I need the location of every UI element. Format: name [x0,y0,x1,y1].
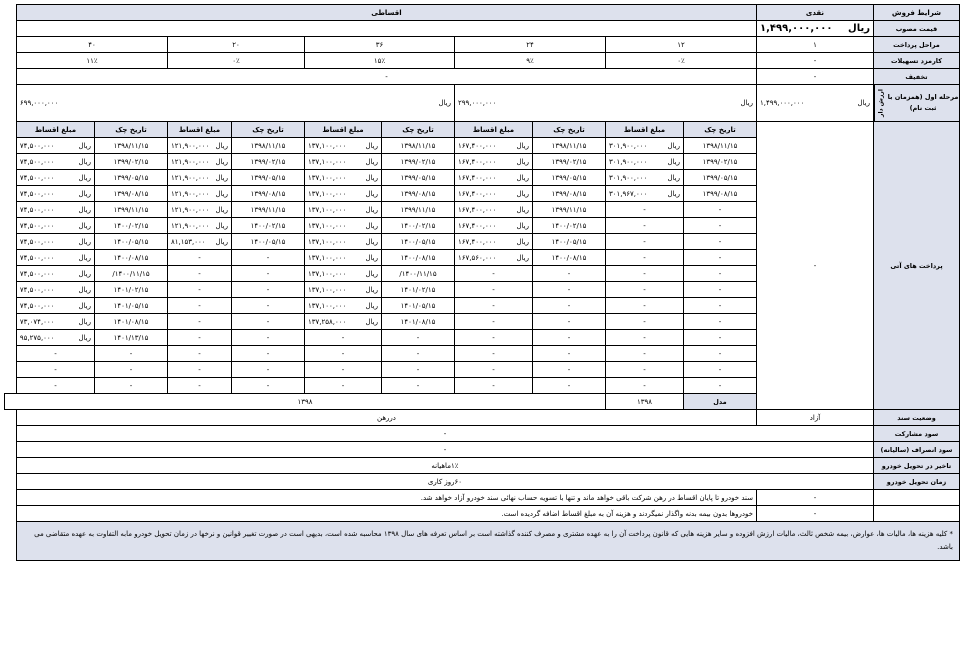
delivery-inst: ۶۰روز کاری [16,474,873,490]
installment-amount: ریال ۳۰۱,۹۰۰,۰۰۰ [606,154,684,170]
check-date: ۱۴۰۰/۰۵/۱۵ [232,234,305,250]
check-date: ۱۳۹۹/۰۲/۱۵ [95,154,168,170]
installment-amount: - [606,314,684,330]
installment-amount: - [606,250,684,266]
check-date: ۱۳۹۹/۰۸/۱۵ [684,186,757,202]
col-date-header: تاریخ چک [533,122,606,138]
partnership_profit-label: سود مشارکت [874,426,960,442]
installment-amount: ریال ۱۶۷,۴۰۰,۰۰۰ [455,138,533,154]
check-date: - [533,298,606,314]
installment-amount: - [606,202,684,218]
check-date: - [684,346,757,362]
check-date: ۱۳۹۹/۱۱/۱۵ [232,202,305,218]
installment-amount: - [455,314,533,330]
check-date: - [684,282,757,298]
installment-amount: ریال ۱۶۷,۴۰۰,۰۰۰ [455,186,533,202]
note-cash: - [757,506,874,522]
approved-price-value: ریال ۱,۴۹۹,۰۰۰,۰۰۰ [757,21,874,37]
check-date: - [232,298,305,314]
future-payments-cash: - [757,122,874,410]
installment-amount: ریال ۱۳۷,۲۵۸,۰۰۰ [305,314,382,330]
fee-label: کارمزد تسهیلات [874,53,960,69]
installment-amount: ریال ۱۶۷,۴۰۰,۰۰۰ [455,202,533,218]
check-date: ۱۴۰۰/۱۱/۱۵/ [95,266,168,282]
check-date: - [232,266,305,282]
check-date: - [684,330,757,346]
check-date: - [95,362,168,378]
check-date: ۱۳۹۹/۰۸/۱۵ [382,186,455,202]
check-date: - [684,218,757,234]
installment-amount: - [455,266,533,282]
check-date: - [382,330,455,346]
check-date: ۱۳۹۹/۰۲/۱۵ [533,154,606,170]
installment-amount: - [168,298,232,314]
installment-amount: ریال ۷۴,۵۰۰,۰۰۰ [16,250,94,266]
check-date: - [684,250,757,266]
installment-amount: ریال ۳۰۱,۹۰۰,۰۰۰ [606,170,684,186]
withdraw_profit-inst: - [16,442,873,458]
table-row [5,410,960,426]
installment-amount: ریال ۷۴,۵۰۰,۰۰۰ [16,170,94,186]
check-date: - [684,266,757,282]
doc_status-label: وضعیت سند [874,410,960,426]
check-date: ۱۳۹۹/۰۸/۱۵ [232,186,305,202]
installment-amount: ریال ۱۳۷,۱۰۰,۰۰۰ [305,202,382,218]
installment-amount: ریال ۹۵,۲۷۵,۰۰۰ [16,330,94,346]
check-date: - [684,234,757,250]
check-date: - [382,362,455,378]
table-row [5,426,960,442]
installment-amount: - [455,330,533,346]
installment-amount: ریال ۱۳۷,۱۰۰,۰۰۰ [305,234,382,250]
installment-amount: ریال ۸۱,۱۵۳,۰۰۰ [168,234,232,250]
installment-amount: ریال ۱۳۷,۱۰۰,۰۰۰ [305,170,382,186]
delivery-label: زمان تحویل خودرو [874,474,960,490]
note-row [5,506,960,522]
check-date: ۱۴۰۰/۱۱/۱۵/ [382,266,455,282]
check-date: - [533,330,606,346]
installment-amount: - [305,330,382,346]
installment-amount: ریال ۱۳۷,۱۰۰,۰۰۰ [305,218,382,234]
check-date: ۱۳۹۸/۱۱/۱۵ [684,138,757,154]
col-amount-header: مبلغ اقساط [455,122,533,138]
check-date: ۱۳۹۹/۰۵/۱۵ [533,170,606,186]
installment-amount: - [455,282,533,298]
payment-stage-4: ۴۰ [16,37,167,53]
check-date: ۱۴۰۰/۰۲/۱۵ [533,218,606,234]
installment-amount: - [606,378,684,394]
installment-amount: - [16,362,94,378]
installment-amount: - [168,266,232,282]
installment-amount: ریال ۱۳۷,۱۰۰,۰۰۰ [305,154,382,170]
check-date: - [382,346,455,362]
discount-cash: - [757,69,874,85]
check-date: - [232,250,305,266]
payment-stages-label: مراحل پرداخت [874,37,960,53]
installment-amount: ریال ۱۶۷,۴۰۰,۰۰۰ [455,154,533,170]
installment-amount: - [16,378,94,394]
check-date: - [684,378,757,394]
installment-amount: - [455,298,533,314]
installment-amount: ریال ۱۳۷,۱۰۰,۰۰۰ [305,186,382,202]
check-date: - [533,282,606,298]
fee-2: ۱۵٪ [305,53,455,69]
payment-stage-2: ۳۶ [305,37,455,53]
col-amount-header: مبلغ اقساط [16,122,94,138]
check-date: ۱۳۹۸/۱۱/۱۵ [232,138,305,154]
check-date: - [232,330,305,346]
discount-inst: - [16,69,756,85]
check-date: - [684,314,757,330]
first-stage-label: مرحله اول (همزمان با ثبت نام) ارزش دار [874,85,960,122]
fee-1: ۹٪ [455,53,606,69]
installment-amount: ریال ۷۴,۵۰۰,۰۰۰ [16,218,94,234]
check-date: - [232,282,305,298]
check-date: ۱۴۰۱/۰۸/۱۵ [382,314,455,330]
table-row [5,442,960,458]
installment-amount: ریال ۱۲۱,۹۰۰,۰۰۰ [168,154,232,170]
installment-amount: - [606,218,684,234]
doc_status-cash: آزاد [757,410,874,426]
check-date: ۱۴۰۰/۰۲/۱۵ [232,218,305,234]
col-amount-header: مبلغ اقساط [168,122,232,138]
installment-amount: - [168,330,232,346]
delay-label: تاخیر در تحویل خودرو [874,458,960,474]
check-date: ۱۳۹۹/۱۱/۱۵ [533,202,606,218]
check-date: - [684,202,757,218]
check-date: ۱۴۰۰/۰۵/۱۵ [533,234,606,250]
col-amount-header: مبلغ اقساط [606,122,684,138]
check-date: ۱۳۹۹/۰۵/۱۵ [684,170,757,186]
installment-amount: ریال ۱۲۱,۹۰۰,۰۰۰ [168,202,232,218]
check-date: ۱۴۰۱/۰۲/۱۵ [382,282,455,298]
installment-amount: ریال ۱۳۷,۱۰۰,۰۰۰ [305,298,382,314]
installment-amount: - [455,378,533,394]
installment-amount: - [606,282,684,298]
first-stage-right: ریال ۲۹۹,۰۰۰,۰۰۰ [455,85,757,122]
check-date: ۱۴۰۰/۰۸/۱۵ [382,250,455,266]
installment-amount: ریال ۱۲۱,۹۰۰,۰۰۰ [168,138,232,154]
installment-amount: ریال ۷۴,۵۰۰,۰۰۰ [16,202,94,218]
check-date: ۱۳۹۹/۱۱/۱۵ [382,202,455,218]
installment-amount: ریال ۷۴,۵۰۰,۰۰۰ [16,138,94,154]
col-date-header: تاریخ چک [684,122,757,138]
check-date: - [232,362,305,378]
future-payments-label: پرداخت های آتی [874,122,960,410]
check-date: - [684,298,757,314]
check-date: ۱۴۰۱/۰۸/۱۵ [95,314,168,330]
note-text: سند خودرو تا پایان اقساط در رهن شرکت باقی خواهد ماند و تنها با تسویه حساب نهائی سند خودرو آزاد خواهد شد. [16,490,756,506]
check-date: ۱۳۹۹/۰۲/۱۵ [232,154,305,170]
check-date: ۱۳۹۹/۰۲/۱۵ [382,154,455,170]
model-inst: ۱۳۹۸ [5,394,606,410]
check-date: ۱۳۹۹/۰۸/۱۵ [95,186,168,202]
installment-amount: ریال ۷۴,۵۰۰,۰۰۰ [16,234,94,250]
col-date-header: تاریخ چک [232,122,305,138]
installment-amount: - [606,266,684,282]
first-stage-cash: ریال ۱,۴۹۹,۰۰۰,۰۰۰ [757,85,874,122]
installment-amount: - [305,362,382,378]
installment-amount: ریال ۳۰۱,۹۰۰,۰۰۰ [606,138,684,154]
installment-amount: ریال ۱۳۷,۱۰۰,۰۰۰ [305,282,382,298]
installment-amount: ریال ۳۰۱,۹۶۷,۰۰۰ [606,186,684,202]
check-date: ۱۴۰۰/۰۲/۱۵ [382,218,455,234]
installment-amount: ریال ۷۳,۰۷۴,۰۰۰ [16,314,94,330]
check-date: ۱۴۰۰/۰۲/۱۵ [95,218,168,234]
col-amount-header: مبلغ اقساط [305,122,382,138]
payment-stages-cash: ۱ [757,37,874,53]
check-date: ۱۳۹۹/۰۵/۱۵ [382,170,455,186]
installment-amount: - [16,346,94,362]
payment-stage-0: ۱۲ [606,37,757,53]
check-date: ۱۴۰۰/۰۸/۱۵ [533,250,606,266]
installment-amount: - [606,362,684,378]
installment-amount: ریال ۷۴,۵۰۰,۰۰۰ [16,186,94,202]
installment-amount: ریال ۷۴,۵۰۰,۰۰۰ [16,266,94,282]
check-date: ۱۳۹۸/۱۱/۱۵ [382,138,455,154]
check-date: - [533,378,606,394]
installment-amount: - [455,346,533,362]
check-date: ۱۳۹۹/۱۱/۱۵ [95,202,168,218]
installment-amount: ریال ۱۶۷,۴۰۰,۰۰۰ [455,218,533,234]
footer-note: * کلیه هزینه ها، مالیات ها، عوارض، بیمه شخص ثالث، مالیات ارزش افزوده و سایر هزینه هایی که قانون پرداخت آن را به عهده مشتری و مصرف کننده گذاشته است بر اساس تعرفه های سال ۱۳۹۸ محاسبه شده است، بدیهی است در صورت تغییر قوانین و نرخها در زمان تحویل خودرو مابه التفاوت به عهده متقاضی می باشد. [16,522,959,561]
check-date: - [533,314,606,330]
discount-label: تخفیف [874,69,960,85]
approved-price-label: قیمت مصوب [874,21,960,37]
col-date-header: تاریخ چک [382,122,455,138]
payment-stage-1: ۲۴ [455,37,606,53]
check-date: - [232,378,305,394]
doc_status-inst: دررهن [16,410,756,426]
installment-amount: - [606,234,684,250]
partnership_profit-inst: - [16,426,873,442]
check-date: - [95,346,168,362]
installment-amount: ریال ۱۲۱,۹۰۰,۰۰۰ [168,170,232,186]
installment-amount: ریال ۷۴,۵۰۰,۰۰۰ [16,298,94,314]
installment-amount: ریال ۱۶۷,۵۶۰,۰۰۰ [455,250,533,266]
installment-amount: - [606,346,684,362]
check-date: - [382,378,455,394]
installment-amount: - [168,362,232,378]
note-row [5,490,960,506]
first-stage-side: ارزش دار [874,85,887,121]
installment-amount: ریال ۱۶۷,۴۰۰,۰۰۰ [455,170,533,186]
installment-amount: ریال ۱۶۷,۴۰۰,۰۰۰ [455,234,533,250]
installment-amount: - [606,298,684,314]
check-date: - [95,378,168,394]
check-date: - [232,314,305,330]
note-text: خودروها بدون بیمه بدنه واگذار نمیگردند و هزینه آن به مبلغ اقساط اضافه گردیده است. [16,506,756,522]
sales-terms-table [4,4,960,561]
installment-amount: - [168,314,232,330]
table-row [5,474,960,490]
check-date: ۱۳۹۸/۱۱/۱۵ [95,138,168,154]
footer-note-row [5,522,960,561]
check-date: - [533,266,606,282]
installments-header: اقساطی [16,5,756,21]
installment-amount: - [455,362,533,378]
installment-amount: ریال ۱۳۷,۱۰۰,۰۰۰ [305,138,382,154]
installment-amount: ریال ۷۴,۵۰۰,۰۰۰ [16,154,94,170]
col-date-header: تاریخ چک [95,122,168,138]
installment-amount: ریال ۱۳۷,۱۰۰,۰۰۰ [305,250,382,266]
installment-amount: - [606,330,684,346]
installment-amount: - [168,250,232,266]
fee-3: ۰٪ [168,53,305,69]
installment-amount: - [305,346,382,362]
installment-amount: ریال ۱۲۱,۹۰۰,۰۰۰ [168,218,232,234]
check-date: - [232,346,305,362]
fee-0: ۰٪ [606,53,757,69]
delay-inst: ۱٪ماهیانه [16,458,873,474]
check-date: ۱۳۹۹/۰۲/۱۵ [684,154,757,170]
check-date: ۱۴۰۰/۰۵/۱۵ [95,234,168,250]
check-date: ۱۳۹۸/۱۱/۱۵ [533,138,606,154]
installment-amount: ریال ۷۴,۵۰۰,۰۰۰ [16,282,94,298]
installment-amount: - [168,378,232,394]
cash-header: نقدی [757,5,874,21]
payment-stage-3: ۲۰ [168,37,305,53]
note-cash: - [757,490,874,506]
check-date: ۱۴۰۱/۰۵/۱۵ [95,298,168,314]
table-row [5,458,960,474]
check-date: ۱۴۰۱/۱۳/۱۵ [95,330,168,346]
check-date: - [533,346,606,362]
check-date: ۱۴۰۱/۰۵/۱۵ [382,298,455,314]
check-date: ۱۳۹۹/۰۵/۱۵ [95,170,168,186]
sale-terms-label: شرایط فروش [874,5,960,21]
installment-amount: - [168,282,232,298]
installment-amount: ریال ۱۳۷,۱۰۰,۰۰۰ [305,266,382,282]
model-label: مدل [684,394,757,410]
withdraw_profit-label: سود انصراف (سالیانه) [874,442,960,458]
check-date: - [533,362,606,378]
check-date: ۱۴۰۰/۰۸/۱۵ [95,250,168,266]
first-stage-left: ریال ۶۹۹,۰۰۰,۰۰۰ [16,85,454,122]
check-date: ۱۳۹۹/۰۵/۱۵ [232,170,305,186]
check-date: - [684,362,757,378]
check-date: ۱۳۹۹/۰۸/۱۵ [533,186,606,202]
installment-amount: - [305,378,382,394]
check-date: ۱۴۰۰/۰۵/۱۵ [382,234,455,250]
fee-cash: - [757,53,874,69]
installment-amount: ریال ۱۲۱,۹۰۰,۰۰۰ [168,186,232,202]
installment-amount: - [168,346,232,362]
check-date: ۱۴۰۱/۰۲/۱۵ [95,282,168,298]
fee-4: ۱۱٪ [16,53,167,69]
model-cash: ۱۳۹۸ [606,394,684,410]
